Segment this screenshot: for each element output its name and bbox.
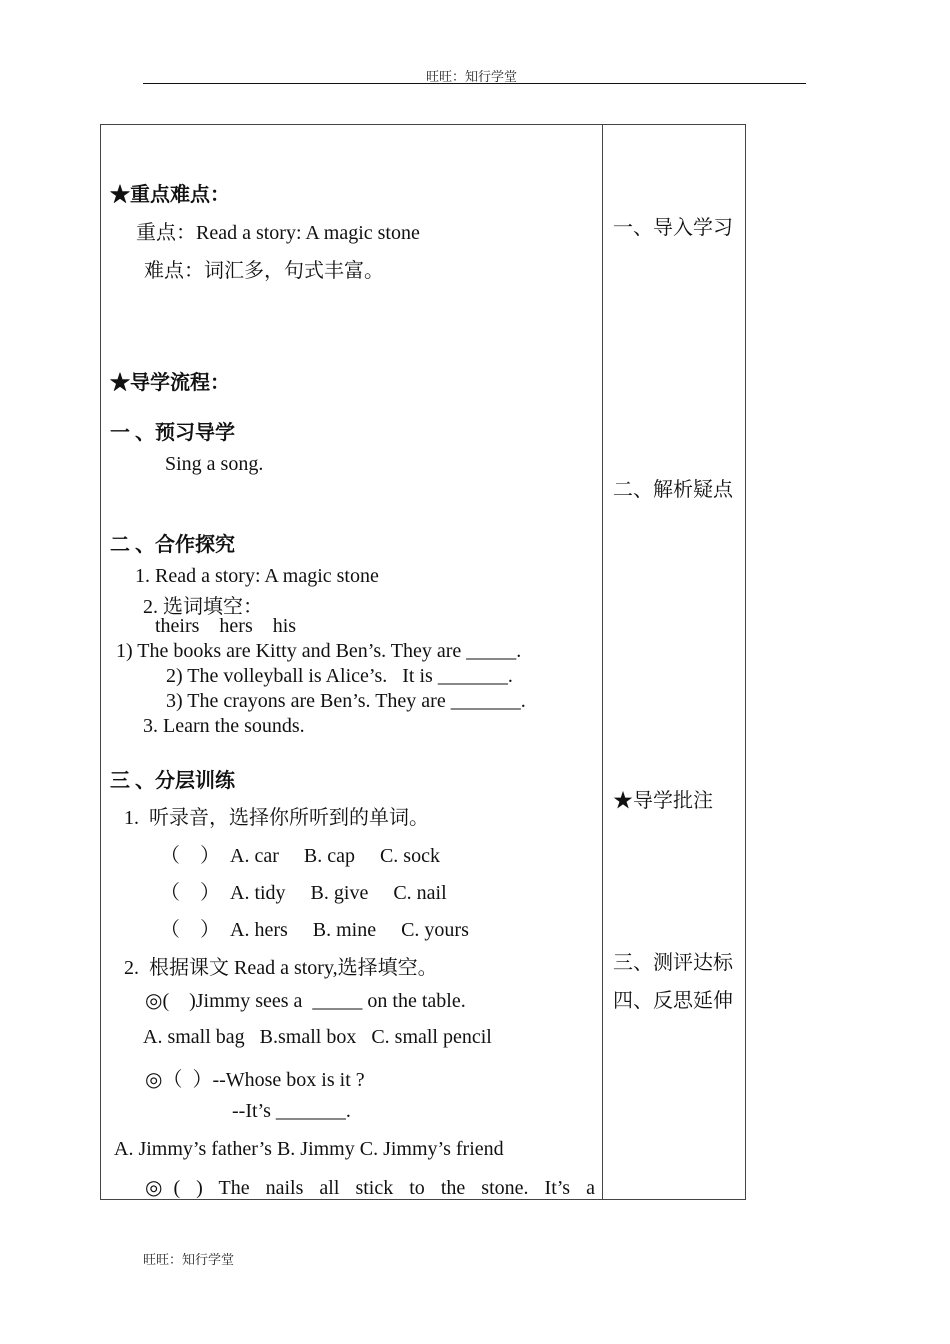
section2-item: 1. Read a story: A magic stone (135, 565, 379, 587)
exercise1-title: 1. 听录音，选择你所听到的单词。 (124, 807, 429, 829)
key-point: 重点：Read a story: A magic stone (136, 222, 420, 244)
section1-heading: 一 、预习导学 (110, 422, 235, 444)
exercise1-item: （ ） A. car B. cap C. sock (160, 845, 440, 867)
section2-item: 3. Learn the sounds. (143, 715, 305, 737)
exercise1-item: （ ） A. tidy B. give C. nail (160, 882, 447, 904)
sidebar-item-reflection: 四、反思延伸 (613, 990, 733, 1012)
exercise1-item: （ ） A. hers B. mine C. yours (160, 919, 469, 941)
difficulty: 难点：词汇多，句式丰富。 (144, 260, 384, 282)
exercise2-item: A. small bag B.small box C. small pencil (143, 1026, 492, 1048)
exercise2-item: A. Jimmy’s father’s B. Jimmy C. Jimmy’s friend (114, 1138, 504, 1160)
key-points-heading: ★重点难点： (110, 184, 230, 206)
exercise2-item: --It’s _______. (232, 1100, 351, 1122)
section2-item: 3) The crayons are Ben’s. They are _______. (166, 690, 526, 712)
section2-item: 1) The books are Kitty and Ben’s. They are _____. (116, 640, 522, 662)
sidebar-item-assessment: 三、测评达标 (613, 952, 733, 974)
sidebar-item-analysis: 二、解析疑点 (613, 479, 733, 501)
exercise2-item: ◎( ) The nails all stick to the stone. It’s a (145, 1177, 595, 1199)
column-divider (602, 124, 603, 1200)
page-footer: 旺旺：知行学堂 (143, 1252, 235, 1267)
exercise2-item: ◎（ ）--Whose box is it ? (145, 1069, 365, 1091)
section2-heading: 二 、合作探究 (110, 534, 235, 556)
section1-item: Sing a song. (165, 453, 264, 475)
sidebar-item-intro: 一、导入学习 (613, 217, 733, 239)
section2-item: 2) The volleyball is Alice’s. It is _______. (166, 665, 513, 687)
section2-item: 2. 选词填空： (143, 596, 263, 618)
header-rule (143, 83, 806, 84)
page-header: 旺旺：知行学堂 (426, 69, 518, 84)
flow-heading: ★导学流程： (110, 372, 230, 394)
sidebar-item-annotations: ★导学批注 (613, 790, 713, 812)
exercise2-title: 2. 根据课文 Read a story,选择填空。 (124, 957, 438, 979)
word-choices: theirs hers his (155, 615, 297, 637)
exercise2-item: ◎( )Jimmy sees a _____ on the table. (145, 990, 466, 1012)
section3-heading: 三 、分层训练 (110, 770, 235, 792)
